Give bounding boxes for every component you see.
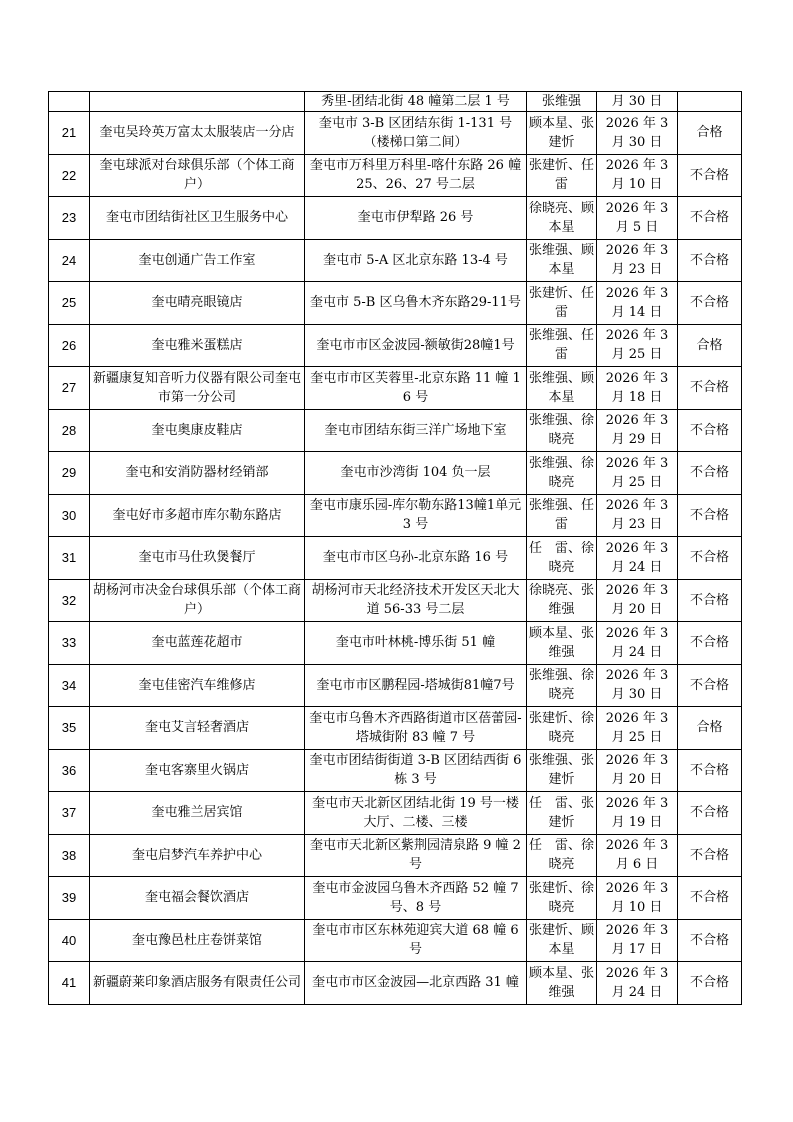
cell-address: 奎屯市康乐园-库尔勒东路13幢1单元 3 号 xyxy=(305,494,527,537)
cell-date: 2026 年 3 月 23 日 xyxy=(597,494,678,537)
cell-date: 2026 年 3 月 20 日 xyxy=(597,579,678,622)
cell-name: 奎屯创通广告工作室 xyxy=(90,239,305,282)
cell-inspectors: 张维强、顾本星 xyxy=(527,367,597,410)
cell-name: 奎屯球派对台球俱乐部（个体工商户） xyxy=(90,154,305,197)
cell-name: 奎屯好市多超市库尔勒东路店 xyxy=(90,494,305,537)
cell-no: 31 xyxy=(49,537,90,580)
cell-inspectors: 张维强、徐晓亮 xyxy=(527,409,597,452)
cell-address: 奎屯市团结街街道 3-B 区团结西街 6 栋 3 号 xyxy=(305,749,527,792)
cell-result: 不合格 xyxy=(678,579,742,622)
cell-result: 不合格 xyxy=(678,877,742,920)
cell-result: 不合格 xyxy=(678,409,742,452)
cell-name: 奎屯雅米蛋糕店 xyxy=(90,324,305,367)
cell-result: 不合格 xyxy=(678,792,742,835)
table-row xyxy=(49,962,742,1005)
cell-date: 2026 年 3 月 30 日 xyxy=(597,112,678,155)
cell-date: 2026 年 3 月 23 日 xyxy=(597,239,678,282)
cell-name: 奎屯吴玲英万富太太服装店一分店 xyxy=(90,112,305,155)
cell-address: 奎屯市市区乌孙-北京东路 16 号 xyxy=(305,537,527,580)
table-body xyxy=(49,92,742,1005)
cell-name: 奎屯雅兰居宾馆 xyxy=(90,792,305,835)
cell-no: 24 xyxy=(49,239,90,282)
cell-name: 奎屯市团结街社区卫生服务中心 xyxy=(90,197,305,240)
table-row xyxy=(49,452,742,495)
cell-name: 奎屯福会餐饮酒店 xyxy=(90,877,305,920)
cell-no: 22 xyxy=(49,154,90,197)
cell-no: 34 xyxy=(49,664,90,707)
cell-name: 奎屯蓝莲花超市 xyxy=(90,622,305,665)
cell-name: 胡杨河市决金台球俱乐部（个体工商户） xyxy=(90,579,305,622)
cell-inspectors: 任 雷、徐晓亮 xyxy=(527,834,597,877)
cell-date: 2026 年 3 月 10 日 xyxy=(597,877,678,920)
table-row xyxy=(49,409,742,452)
cell-date: 2026 年 3 月 10 日 xyxy=(597,154,678,197)
cell-date: 2026 年 3 月 24 日 xyxy=(597,622,678,665)
cell-inspectors: 张维强、任 雷 xyxy=(527,324,597,367)
cell-result: 不合格 xyxy=(678,239,742,282)
cell-address: 奎屯市天北新区紫荆园清泉路 9 幢 2 号 xyxy=(305,834,527,877)
cell-address: 奎屯市金波园乌鲁木齐西路 52 幢 7 号、8 号 xyxy=(305,877,527,920)
cell-result: 不合格 xyxy=(678,962,742,1005)
cell-no xyxy=(49,92,90,112)
cell-address: 秀里-团结北街 48 幢第二层 1 号 xyxy=(305,92,527,112)
cell-no: 37 xyxy=(49,792,90,835)
cell-no: 21 xyxy=(49,112,90,155)
cell-no: 35 xyxy=(49,707,90,750)
table-row xyxy=(49,324,742,367)
cell-name xyxy=(90,92,305,112)
cell-no: 41 xyxy=(49,962,90,1005)
cell-address: 奎屯市市区金波园-额敏街28幢1号 xyxy=(305,324,527,367)
cell-address: 奎屯市 5-B 区乌鲁木齐东路29-11号 xyxy=(305,282,527,325)
cell-result: 不合格 xyxy=(678,282,742,325)
cell-name: 奎屯客寨里火锅店 xyxy=(90,749,305,792)
cell-inspectors: 张维强、徐晓亮 xyxy=(527,664,597,707)
cell-date: 2026 年 3 月 29 日 xyxy=(597,409,678,452)
cell-address: 奎屯市沙湾街 104 负一层 xyxy=(305,452,527,495)
table-row-continued xyxy=(49,92,742,112)
table-row xyxy=(49,154,742,197)
cell-no: 25 xyxy=(49,282,90,325)
cell-result: 合格 xyxy=(678,112,742,155)
cell-no: 33 xyxy=(49,622,90,665)
cell-name: 新疆蔚莱印象酒店服务有限责任公司 xyxy=(90,962,305,1005)
cell-inspectors: 张维强、任 雷 xyxy=(527,494,597,537)
cell-no: 28 xyxy=(49,409,90,452)
table-row xyxy=(49,197,742,240)
cell-name: 奎屯艾言轻奢酒店 xyxy=(90,707,305,750)
cell-no: 38 xyxy=(49,834,90,877)
cell-address: 奎屯市叶林桃-博乐街 51 幢 xyxy=(305,622,527,665)
cell-name: 奎屯和安消防器材经销部 xyxy=(90,452,305,495)
table-row xyxy=(49,367,742,410)
cell-date: 2026 年 3 月 24 日 xyxy=(597,962,678,1005)
table-row xyxy=(49,664,742,707)
table-row xyxy=(49,239,742,282)
cell-result: 合格 xyxy=(678,324,742,367)
cell-address: 奎屯市 5-A 区北京东路 13-4 号 xyxy=(305,239,527,282)
cell-no: 23 xyxy=(49,197,90,240)
cell-inspectors: 徐晓亮、张维强 xyxy=(527,579,597,622)
cell-no: 39 xyxy=(49,877,90,920)
table-row xyxy=(49,622,742,665)
table-row xyxy=(49,749,742,792)
table-row xyxy=(49,834,742,877)
cell-inspectors: 顾本星、张维强 xyxy=(527,962,597,1005)
cell-date: 2026 年 3 月 6 日 xyxy=(597,834,678,877)
cell-inspectors: 顾本星、张建忻 xyxy=(527,112,597,155)
table-row xyxy=(49,537,742,580)
cell-name: 奎屯市马仕玖煲餐厅 xyxy=(90,537,305,580)
table-row xyxy=(49,877,742,920)
cell-inspectors: 张建忻、徐晓亮 xyxy=(527,707,597,750)
cell-result: 不合格 xyxy=(678,154,742,197)
cell-result: 不合格 xyxy=(678,367,742,410)
cell-result: 不合格 xyxy=(678,749,742,792)
cell-result: 不合格 xyxy=(678,622,742,665)
cell-date: 2026 年 3 月 5 日 xyxy=(597,197,678,240)
cell-result: 不合格 xyxy=(678,537,742,580)
cell-date: 2026 年 3 月 17 日 xyxy=(597,919,678,962)
cell-no: 40 xyxy=(49,919,90,962)
cell-no: 30 xyxy=(49,494,90,537)
cell-no: 29 xyxy=(49,452,90,495)
cell-date: 2026 年 3 月 14 日 xyxy=(597,282,678,325)
cell-inspectors: 张建忻、顾本星 xyxy=(527,919,597,962)
cell-date: 2026 年 3 月 25 日 xyxy=(597,707,678,750)
cell-result: 不合格 xyxy=(678,919,742,962)
cell-inspectors: 张维强 xyxy=(527,92,597,112)
cell-date: 2026 年 3 月 24 日 xyxy=(597,537,678,580)
cell-name: 奎屯佳密汽车维修店 xyxy=(90,664,305,707)
cell-date: 2026 年 3 月 20 日 xyxy=(597,749,678,792)
cell-date: 月 30 日 xyxy=(597,92,678,112)
cell-address: 奎屯市 3-B 区团结东街 1-131 号（楼梯口第二间） xyxy=(305,112,527,155)
cell-inspectors: 徐晓亮、顾本星 xyxy=(527,197,597,240)
cell-result: 不合格 xyxy=(678,494,742,537)
cell-result: 不合格 xyxy=(678,834,742,877)
cell-address: 奎屯市市区芙蓉里-北京东路 11 幢 16 号 xyxy=(305,367,527,410)
cell-result: 不合格 xyxy=(678,452,742,495)
cell-result: 不合格 xyxy=(678,197,742,240)
cell-name: 奎屯晴亮眼镜店 xyxy=(90,282,305,325)
cell-no: 27 xyxy=(49,367,90,410)
cell-address: 奎屯市天北新区团结北街 19 号一楼大厅、二楼、三楼 xyxy=(305,792,527,835)
cell-result: 合格 xyxy=(678,707,742,750)
cell-address: 胡杨河市天北经济技术开发区天北大道 56-33 号二层 xyxy=(305,579,527,622)
cell-result: 不合格 xyxy=(678,664,742,707)
inspection-results-table xyxy=(48,91,742,1005)
cell-address: 奎屯市乌鲁木齐西路街道市区蓓蕾园-塔城街附 83 幢 7 号 xyxy=(305,707,527,750)
cell-inspectors: 顾本星、张维强 xyxy=(527,622,597,665)
cell-inspectors: 张维强、顾本星 xyxy=(527,239,597,282)
cell-inspectors: 张建忻、徐晓亮 xyxy=(527,877,597,920)
table-row xyxy=(49,282,742,325)
table-row xyxy=(49,112,742,155)
cell-no: 32 xyxy=(49,579,90,622)
cell-address: 奎屯市团结东街三洋广场地下室 xyxy=(305,409,527,452)
cell-date: 2026 年 3 月 25 日 xyxy=(597,324,678,367)
table-row xyxy=(49,579,742,622)
cell-address: 奎屯市伊犁路 26 号 xyxy=(305,197,527,240)
cell-address: 奎屯市万科里万科里-喀什东路 26 幢 25、26、27 号二层 xyxy=(305,154,527,197)
cell-no: 36 xyxy=(49,749,90,792)
cell-date: 2026 年 3 月 30 日 xyxy=(597,664,678,707)
table-row xyxy=(49,707,742,750)
cell-inspectors: 张维强、张建忻 xyxy=(527,749,597,792)
cell-name: 奎屯奥康皮鞋店 xyxy=(90,409,305,452)
cell-inspectors: 张建忻、任 雷 xyxy=(527,282,597,325)
cell-address: 奎屯市市区鹏程园-塔城街81幢7号 xyxy=(305,664,527,707)
cell-no: 26 xyxy=(49,324,90,367)
cell-address: 奎屯市市区东林苑迎宾大道 68 幢 6 号 xyxy=(305,919,527,962)
cell-address: 奎屯市市区金波园—北京西路 31 幢 xyxy=(305,962,527,1005)
table-row xyxy=(49,792,742,835)
cell-inspectors: 张维强、徐晓亮 xyxy=(527,452,597,495)
cell-date: 2026 年 3 月 18 日 xyxy=(597,367,678,410)
cell-name: 奎屯豫邑杜庄卷饼菜馆 xyxy=(90,919,305,962)
cell-date: 2026 年 3 月 19 日 xyxy=(597,792,678,835)
table-row xyxy=(49,494,742,537)
cell-inspectors: 任 雷、张建忻 xyxy=(527,792,597,835)
cell-name: 新疆康复知音听力仪器有限公司奎屯市第一分公司 xyxy=(90,367,305,410)
cell-date: 2026 年 3 月 25 日 xyxy=(597,452,678,495)
cell-inspectors: 任 雷、徐晓亮 xyxy=(527,537,597,580)
cell-name: 奎屯启梦汽车养护中心 xyxy=(90,834,305,877)
table-row xyxy=(49,919,742,962)
cell-result xyxy=(678,92,742,112)
cell-inspectors: 张建忻、任 雷 xyxy=(527,154,597,197)
